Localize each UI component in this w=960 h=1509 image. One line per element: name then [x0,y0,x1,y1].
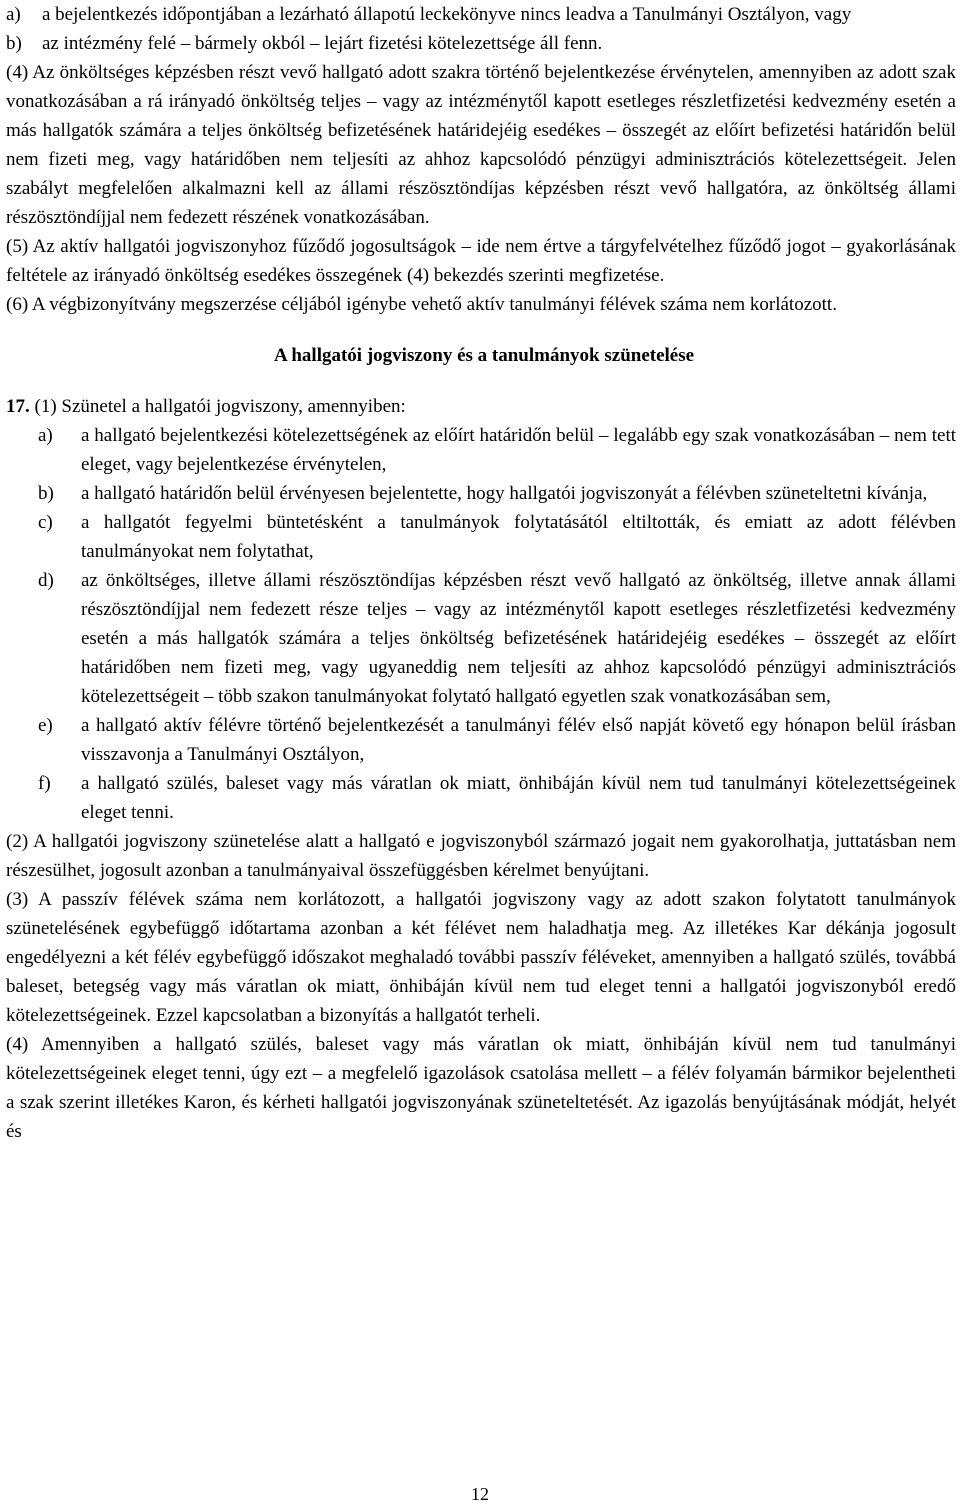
list-item-text: a hallgató bejelentkezési kötelezettségének az előírt határidőn belül – legalább egy szak vonatkozásában – nem tett eleget, vagy bejelentkezése érvénytelen, [81,425,956,475]
list-item-label: b) [6,33,22,54]
article-item-list [6,421,956,827]
list-item [38,508,956,566]
list-item-label: b) [38,483,54,504]
paragraph: (6) A végbizonyítvány megszerzése céljából igénybe vehető aktív tanulmányi félévek száma nem korlátozott. [6,294,837,315]
list-item [6,0,956,29]
list-item-label: f) [38,773,51,794]
list-item [6,29,956,58]
list-item-text: a hallgató szülés, baleset vagy más váratlan ok miatt, önhibáján kívül nem tud tanulmányi kötelezettségeinek eleget tenni. [81,773,956,823]
paragraph: (5) Az aktív hallgatói jogviszonyhoz fűződő jogosultságok – ide nem értve a tárgyfelvételhez fűződő jogot – gyakorlásának feltétele az irányadó önköltség esedékes összegének (4) bekezdés szerinti megfizetése. [6,236,956,286]
section-heading: A hallgatói jogviszony és a tanulmányok szünetelése [273,345,695,366]
list-item [38,711,956,769]
list-item-label: a) [38,425,53,446]
list-item [38,566,956,711]
document-body [6,0,956,1146]
list-item-label: a) [6,4,21,25]
list-item-text: a hallgatót fegyelmi büntetésként a tanulmányok folytatásától eltiltották, és emiatt az adott félévben tanulmányokat nem folytathat, [81,512,956,562]
list-item-label: c) [38,512,53,533]
list-item-text: az önköltséges, illetve állami részösztöndíjas képzésben részt vevő hallgató az önköltség, illetve annak állami részösztöndíjjal nem fedezett része teljes – vagy az intézménytől kapott esetleges részletfizetési kedvezmény esetén a más hallgatók számára a teljes önköltség befizetésének határidejéig esedékes – összegét az előírt határidőben nem fizeti meg, vagy ugyaneddig nem teljesíti az ahhoz kapcsolódó pénzügyi adminisztrációs kötelezettségeit – több szakon tanulmányokat folytató hallgató egyetlen szak vonatkozásában sem, [81,570,956,707]
list-item-text: a hallgató határidőn belül érvényesen bejelentette, hogy hallgatói jogviszonyát a félévben szüneteltetni kívánja, [81,483,928,504]
list-item-label: e) [38,715,53,736]
list-item [38,479,956,508]
list-item-text: az intézmény felé – bármely okból – lejárt fizetési kötelezettsége áll fenn. [42,33,603,54]
list-item-text: a hallgató aktív félévre történő bejelentkezését a tanulmányi félév első napját követő egy hónapon belül írásban visszavonja a Tanulmányi Osztályon, [81,715,956,765]
article-intro-line [6,392,956,421]
page-number: 12 [471,1484,489,1504]
paragraph: (3) A passzív félévek száma nem korlátozott, a hallgatói jogviszony vagy az adott szakon folytatott tanulmányok szünetelésének egybefüggő időtartama azonban a két félévet nem haladhatja meg. Az illetékes Kar dékánja jogosult engedélyezni a két félév egybefüggő időszakot meghaladó további passzív féléveket, amennyiben a hallgató szülés, továbbá baleset, betegség vagy más váratlan ok miatt, önhibáján kívül nem tud eleget tenni a hallgatói jogviszonyból eredő kötelezettségeinek. Ezzel kapcsolatban a bizonyítás a hallgatót terheli. [6,889,956,1026]
article-number: 17. [6,396,30,417]
paragraph: (2) A hallgatói jogviszony szünetelése alatt a hallgató e jogviszonyból származó jogait nem gyakorolhatja, juttatásban nem részesülhet, jogosult azonban a tanulmányaival összefüggésben kérelmet benyújtani. [6,831,956,881]
paragraph: (4) Az önköltséges képzésben részt vevő hallgató adott szakra történő bejelentkezése érvénytelen, amennyiben az adott szak vonatkozásában a rá irányadó önköltség teljes – vagy az intézménytől kapott esetleges részletfizetési kedvezmény esetén a más hallgatók számára a teljes önköltség befizetésének határidejéig esedékes – összegét az előírt befizetési határidőn belül nem fizeti meg, vagy határidőben nem teljesíti az ahhoz kapcsolódó pénzügyi adminisztrációs kötelezettségeit. Jelen szabályt megfelelően alkalmazni kell az állami részösztöndíjas képzésben részt vevő hallgatóra, az önköltség állami részösztöndíjjal nem fedezett részének vonatkozásában. [6,62,956,228]
list-item-text: a bejelentkezés időpontjában a lezárható állapotú leckekönyve nincs leadva a Tanulmányi Osztályon, vagy [42,4,852,25]
article-intro: (1) Szünetel a hallgatói jogviszony, amennyiben: [34,396,406,417]
list-item [38,769,956,827]
paragraph: (4) Amennyiben a hallgató szülés, baleset vagy más váratlan ok miatt, önhibáján kívül nem tud tanulmányi kötelezettségeinek eleget tenni, úgy ezt – a megfelelő igazolások csatolása mellett – a félév folyamán bármikor bejelentheti a szak szerint illetékes Karon, és kérheti hallgatói jogviszonyának szüneteltetését. Az igazolás benyújtásának módját, helyét és [6,1034,956,1142]
list-item [38,421,956,479]
list-item-label: d) [38,570,54,591]
